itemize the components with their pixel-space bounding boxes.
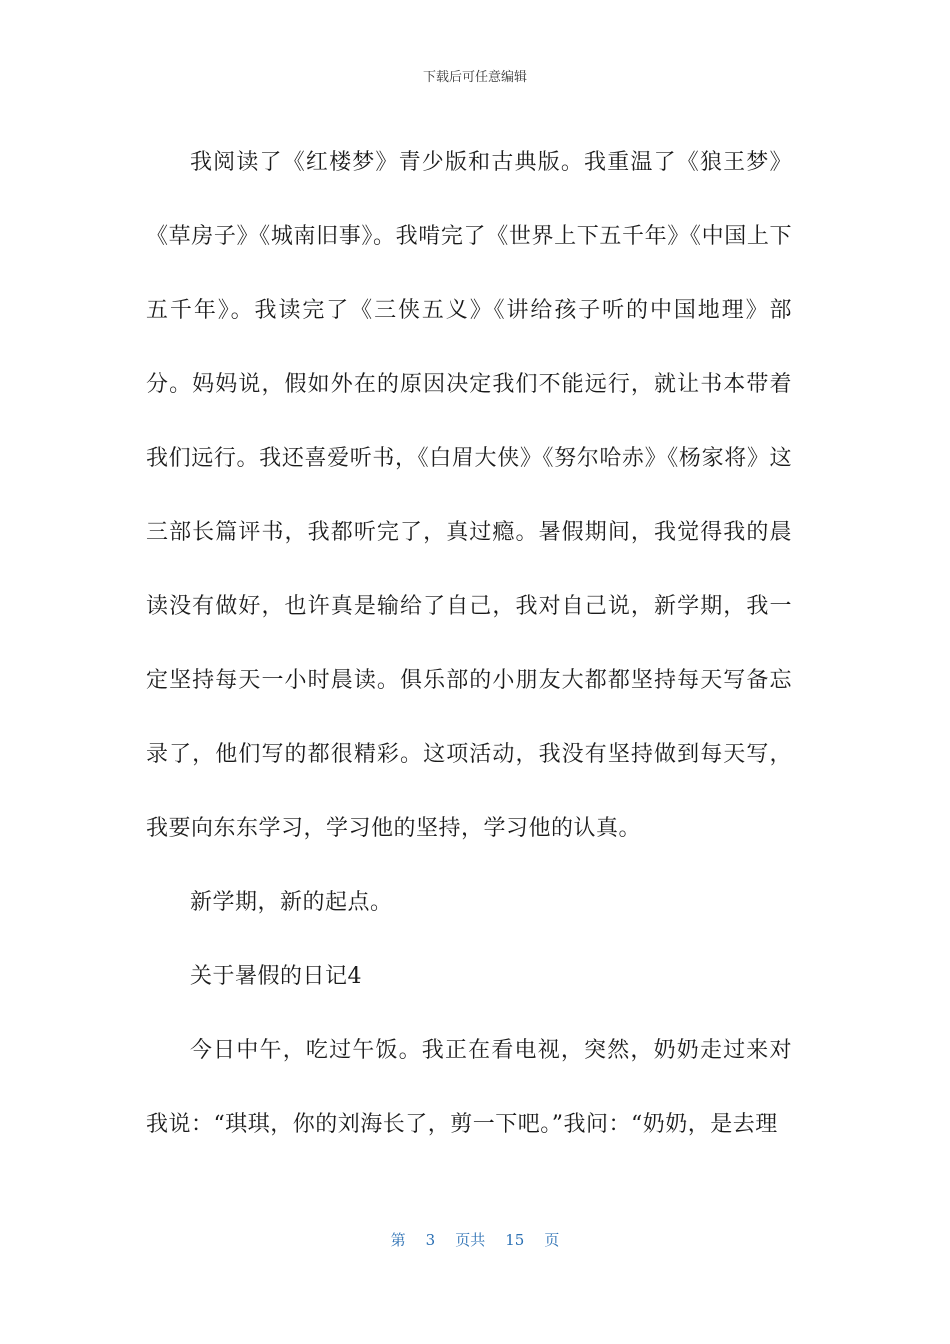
document-body bbox=[146, 126, 792, 1162]
footer-label-total: 页共 bbox=[455, 1231, 486, 1249]
footer-label-page: 第 bbox=[390, 1231, 406, 1249]
paragraph: 我阅读了《红楼梦》青少版和古典版。我重温了《狼王梦》《草房子》《城南旧事》。我啃完了《世界上下五千年》《中国上下五千年》。我读完了《三侠五义》《讲给孩子听的中国地理》部分。妈妈说，假如外在的原因决定我们不能远行，就让书本带着我们远行。我还喜爱听书，《白眉大侠》《努尔哈赤》《杨家将》这三部长篇评书，我都听完了，真过瘾。暑假期间，我觉得我的晨读没有做好，也许真是输给了自己，我对自己说，新学期，我一定坚持每天一小时晨读。俱乐部的小朋友大都都坚持每天写备忘录了，他们写的都很精彩。这项活动，我没有坚持做到每天写，我要向东东学习，学习他的坚持，学习他的认真。 bbox=[146, 150, 792, 841]
page-header: 下载后可任意编辑 bbox=[422, 70, 527, 85]
footer-label-end: 页 bbox=[544, 1231, 560, 1249]
paragraph: 今日中午，吃过午饭。我正在看电视，突然，奶奶走过来对我说：“琪琪，你的刘海长了，剪一下吧。”我问：“奶奶，是去理 bbox=[146, 1038, 792, 1137]
total-page-count: 15 bbox=[505, 1231, 525, 1249]
paragraph: 新学期，新的起点。 bbox=[190, 890, 393, 915]
page-footer bbox=[0, 1229, 950, 1250]
diary-heading: 关于暑假的日记4 bbox=[190, 964, 362, 989]
current-page-number: 3 bbox=[425, 1231, 436, 1249]
